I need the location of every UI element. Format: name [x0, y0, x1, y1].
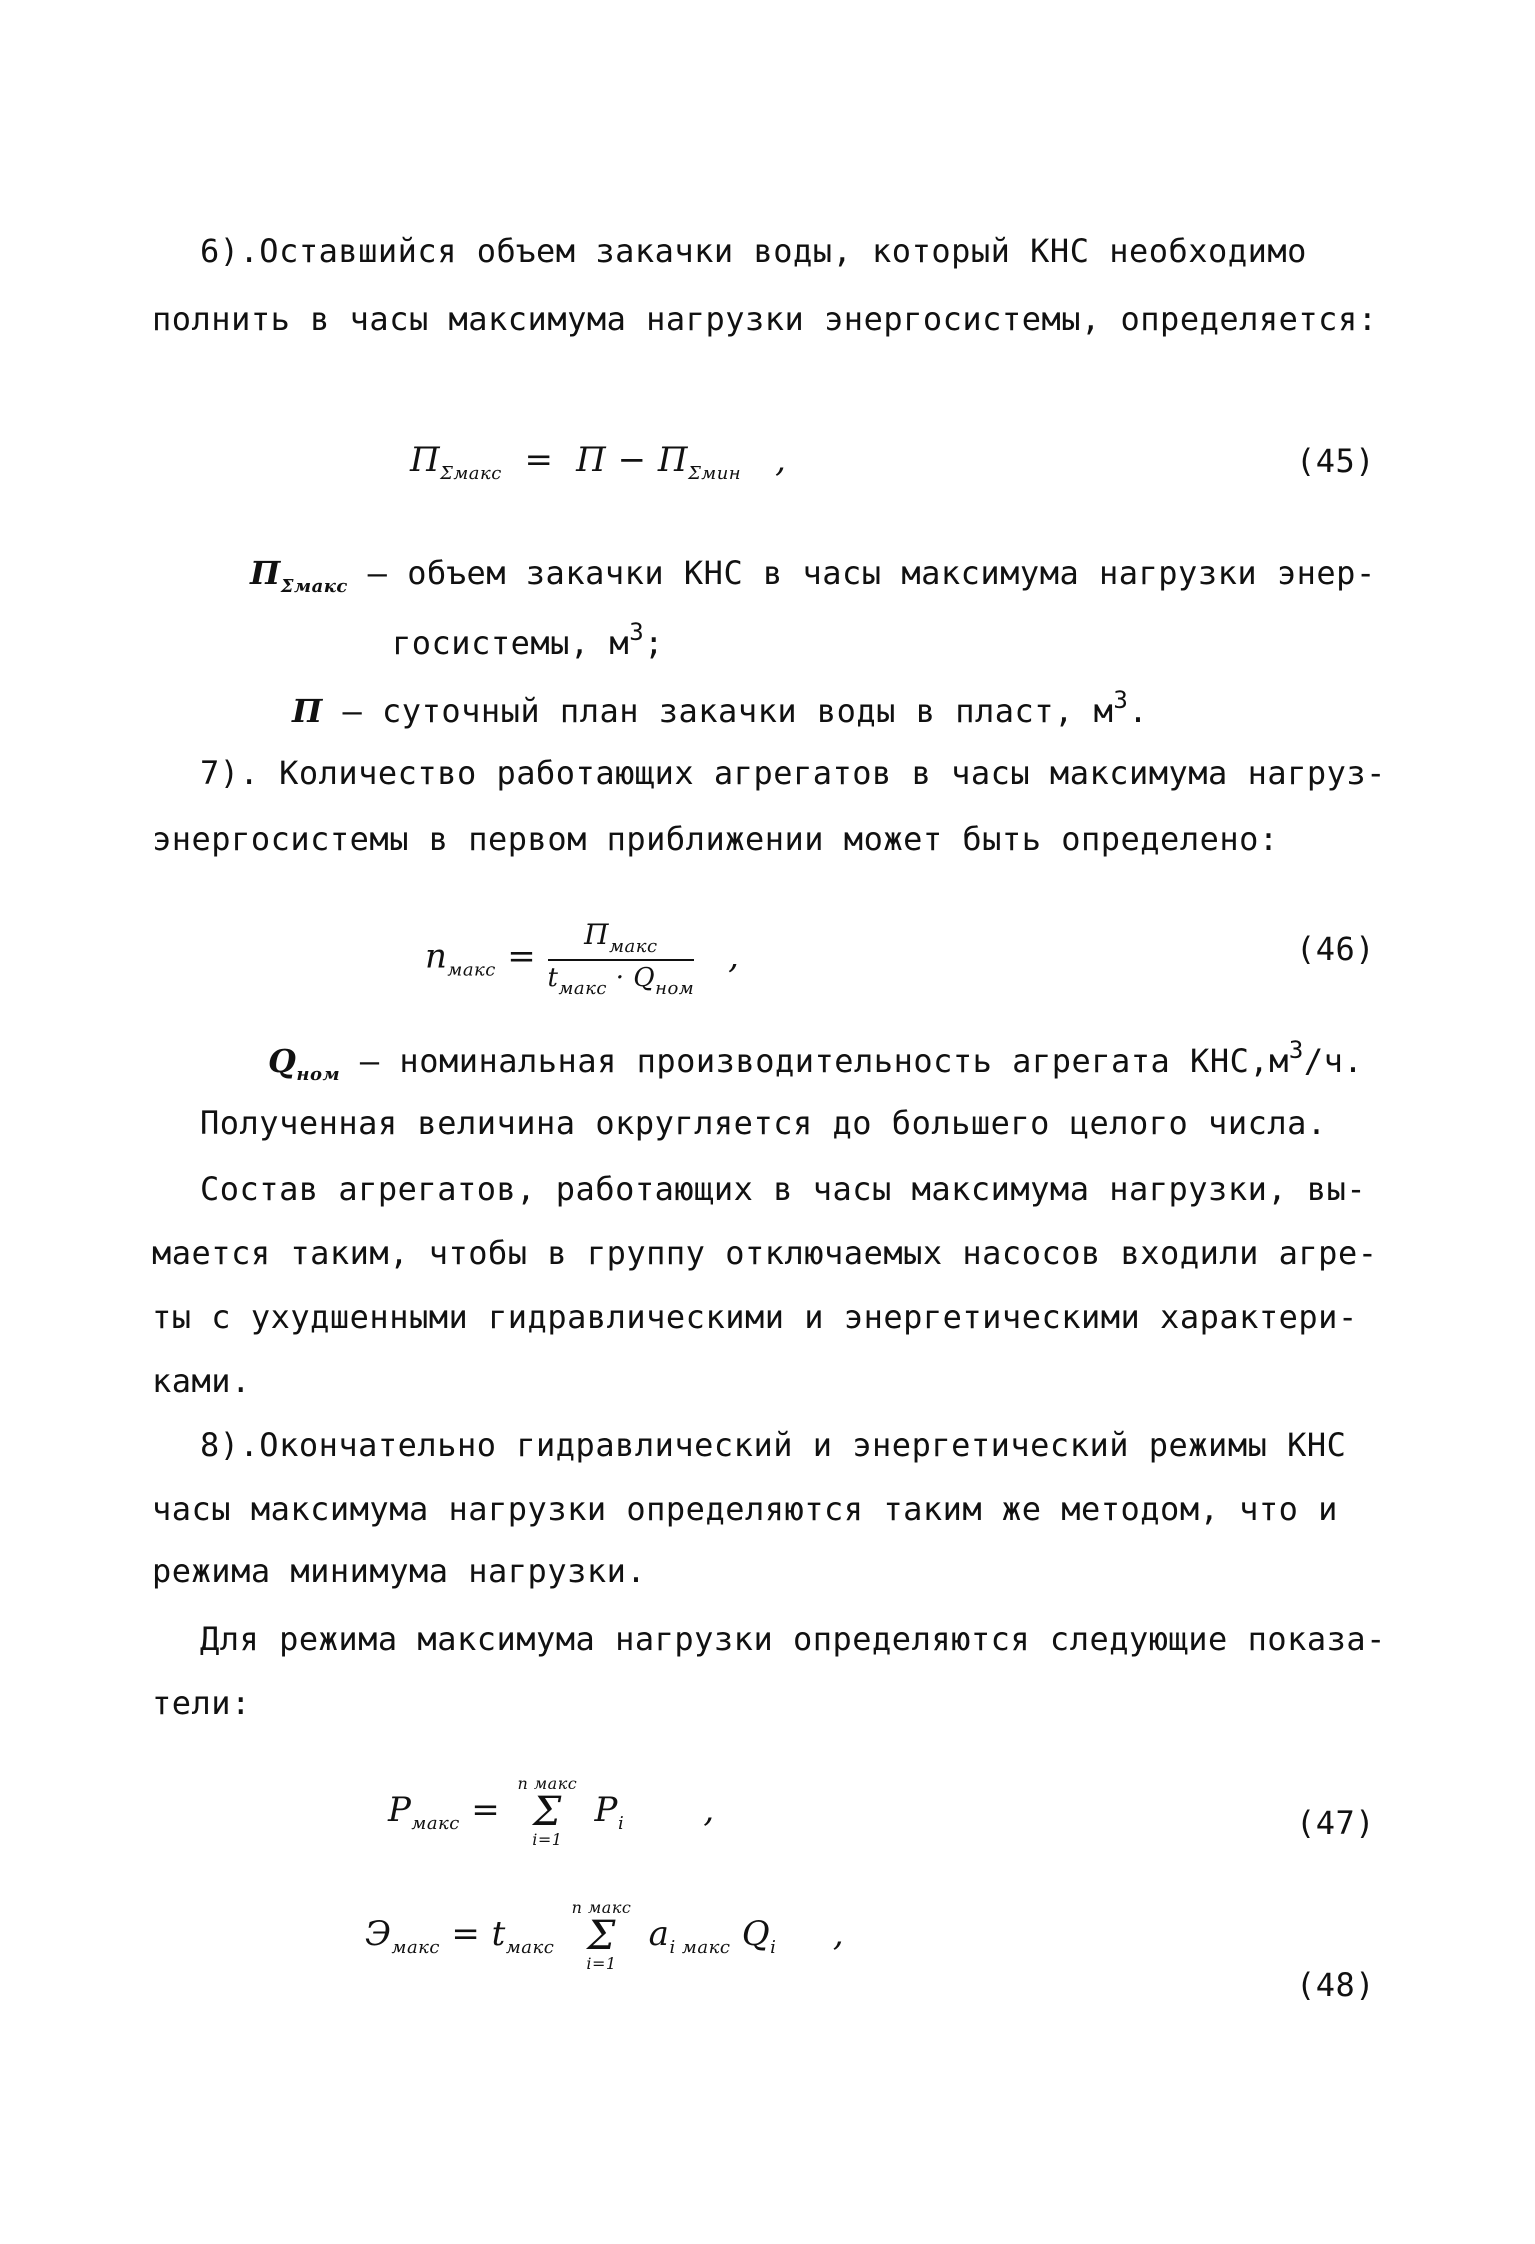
eq45-lhs: П: [410, 440, 441, 480]
composition-line-2: мается таким, чтобы в группу отключаемых насосов входили агре-: [152, 1234, 1378, 1272]
eq45-term2: П: [657, 440, 689, 480]
eq47-term-sub: i: [617, 1813, 625, 1834]
equation-45: [410, 440, 786, 484]
composition-line-3: ты с ухудшенными гидравлическими и энергетическими характери-: [152, 1298, 1358, 1336]
paragraph-6-line-2: полнить в часы максимума нагрузки энергосистемы, определяется:: [152, 300, 1378, 338]
def-text-2: – суточный план закачки воды в пласт, м: [322, 692, 1114, 730]
paragraph-6-line-1: 6).Оставшийся объем закачки воды, который КНС необходимо: [200, 232, 1307, 270]
def-text-1b-sup: 3: [629, 618, 645, 646]
def-symbol-p-sub: Σмакс: [280, 576, 348, 597]
composition-line-1: Состав агрегатов, работающих в часы максимума нагрузки, вы-: [200, 1170, 1367, 1208]
paragraph-8-line-3: режима минимума нагрузки.: [152, 1552, 647, 1590]
def-symbol-q: Q: [268, 1042, 297, 1080]
eq47-lhs: P: [388, 1790, 412, 1830]
def-text-1b-end: ;: [644, 624, 664, 662]
def-q-sup: 3: [1288, 1036, 1304, 1064]
eq47-sum-sigma: Σ: [532, 1789, 562, 1835]
equation-46-number: (46): [1295, 930, 1375, 968]
def-text-1b: госистемы, м: [392, 624, 630, 662]
eq45-term2-sub: Σмин: [688, 463, 742, 484]
eq45-lhs-sub: Σмакс: [440, 463, 502, 484]
def-symbol-q-sub: ном: [296, 1064, 341, 1085]
eq46-num-sym: П: [584, 918, 610, 951]
eq46-den-t-sub: макс: [558, 978, 607, 999]
composition-line-4: ками.: [152, 1362, 251, 1400]
eq47-sum-bottom: i=1: [532, 1830, 563, 1849]
def-symbol-p2: П: [292, 692, 323, 730]
eq47-comma: ,: [703, 1790, 715, 1830]
equation-47-number: (47): [1295, 1804, 1375, 1842]
paragraph-rounding: Полученная величина округляется до большего целого числа.: [200, 1104, 1327, 1142]
equation-45-number: (45): [1295, 442, 1375, 480]
equation-46: [425, 918, 739, 999]
eq45-equals: =: [524, 440, 554, 480]
eq48-equals: =: [451, 1914, 481, 1954]
eq48-a-sub: i макс: [669, 1937, 731, 1958]
eq46-fraction: [548, 918, 695, 999]
eq48-sum-bottom: i=1: [586, 1954, 617, 1973]
definition-q-nom: [268, 1036, 1363, 1085]
eq45-term1: П: [576, 440, 607, 480]
indicators-line-2: тели:: [152, 1684, 251, 1722]
eq46-den-t: t: [547, 963, 559, 993]
definition-p-daily: [292, 686, 1148, 730]
definition-p-sum-max-cont: [392, 618, 664, 662]
eq46-lhs: n: [425, 936, 448, 977]
eq48-a: a: [648, 1914, 670, 1954]
indicators-line-1: Для режима максимума нагрузки определяются следующие показа-: [200, 1620, 1386, 1658]
eq46-comma: ,: [728, 936, 740, 977]
equation-48: [365, 1900, 844, 1972]
eq46-den-q: Q: [633, 963, 656, 993]
paragraph-7-line-1: 7). Количество работающих агрегатов в часы максимума нагруз-: [200, 754, 1386, 792]
eq47-sum-top: n макс: [517, 1774, 578, 1793]
eq48-t-sub: макс: [505, 1937, 555, 1958]
eq48-lhs: Э: [365, 1914, 392, 1954]
eq47-equals: =: [471, 1790, 501, 1830]
equation-47: [388, 1776, 715, 1848]
paragraph-7-line-2: энергосистемы в первом приближении может быть определено:: [152, 820, 1279, 858]
eq48-lhs-sub: макс: [391, 1937, 441, 1958]
eq47-term: P: [594, 1790, 618, 1830]
eq45-comma: ,: [775, 440, 787, 480]
def-q-text: – номинальная производительность агрегата КНС,м: [340, 1042, 1289, 1080]
paragraph-8-line-2: часы максимума нагрузки определяются таким же методом, что и: [152, 1490, 1338, 1528]
def-text-1a: – объем закачки КНС в часы максимума нагрузки энер-: [347, 554, 1376, 592]
eq48-q-sub: i: [770, 1937, 777, 1958]
eq48-comma: ,: [832, 1914, 845, 1954]
eq46-den-dot: ·: [615, 963, 625, 993]
equation-48-number: (48): [1295, 1966, 1375, 2004]
eq46-num-sub: макс: [609, 936, 658, 957]
eq46-equals: =: [507, 936, 537, 977]
eq46-denominator: [548, 961, 695, 999]
eq46-lhs-sub: макс: [447, 959, 496, 981]
def-q-end: /ч.: [1303, 1042, 1364, 1080]
def-text-2-end: .: [1128, 692, 1149, 730]
eq47-sum: [518, 1776, 578, 1848]
paragraph-8-line-1: 8).Окончательно гидравлический и энергетический режимы КНС: [200, 1426, 1347, 1464]
eq45-minus: −: [617, 440, 647, 480]
eq48-q: Q: [741, 1914, 771, 1954]
eq46-den-q-sub: ном: [655, 978, 695, 999]
def-text-2-sup: 3: [1113, 686, 1129, 714]
eq48-sum-sigma: Σ: [587, 1913, 616, 1959]
def-symbol-p: П: [250, 554, 281, 592]
definition-p-sum-max: [250, 554, 1376, 597]
eq46-numerator: [548, 918, 695, 961]
eq48-sum: [572, 1900, 632, 1972]
eq48-sum-top: n макс: [571, 1898, 632, 1917]
eq48-t: t: [491, 1914, 506, 1954]
eq47-lhs-sub: макс: [411, 1813, 460, 1834]
